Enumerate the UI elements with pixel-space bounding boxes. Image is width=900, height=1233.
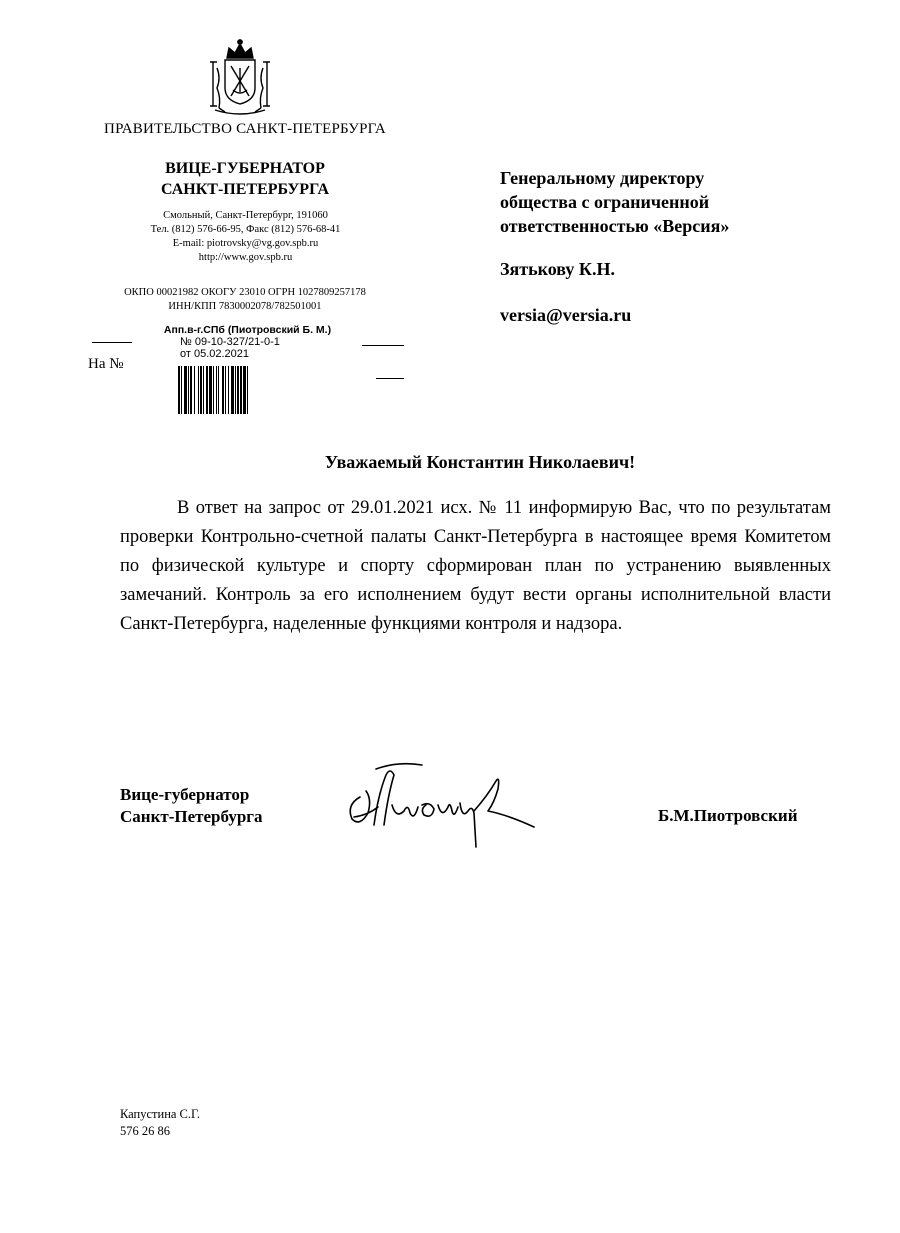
- letterhead-contacts: [118, 209, 373, 265]
- divider: [362, 345, 404, 346]
- addressee-block: [500, 166, 830, 238]
- letterhead-codes-line1: ОКПО 00021982 ОКОГУ 23010 ОГРН 1027809257178: [124, 287, 366, 298]
- registration-date: от 05.02.2021: [180, 348, 250, 360]
- letterhead-codes: [95, 286, 395, 314]
- registration-number: № 09-10-327/21-0-1: [180, 336, 280, 348]
- letterhead-website: http://www.gov.spb.ru: [198, 252, 293, 263]
- letterhead-email: E-mail: piotrovsky@vg.gov.spb.ru: [172, 238, 319, 249]
- coat-of-arms-icon: [205, 38, 275, 116]
- letterhead-title: [120, 158, 370, 200]
- registration-stamp: [120, 324, 375, 360]
- handwritten-signature-icon: [338, 755, 558, 855]
- recipient-name: Зятькову К.Н.: [500, 259, 615, 279]
- letterhead-title-line1: ВИЦЕ-ГУБЕРНАТОР: [165, 160, 325, 177]
- letterhead-codes-line2: ИНН/КПП 7830002078/782501001: [168, 301, 322, 312]
- recipient-email: versia@versia.ru: [500, 305, 632, 325]
- letterhead-phone-fax: Тел. (812) 576-66-95, Факс (812) 576-68-41: [150, 224, 341, 235]
- divider: [376, 378, 404, 379]
- registration-department: Апп.в-г.СПб (Пиотровский Б. М.): [163, 324, 332, 336]
- signatory-title: [120, 784, 320, 828]
- executor-block: [120, 1106, 200, 1140]
- addressee-line3: ответственностью «Версия»: [500, 216, 730, 236]
- greeting: Уважаемый Константин Николаевич!: [324, 452, 636, 472]
- letter-paragraph: В ответ на запрос от 29.01.2021 исх. № 11 информирую Вас, что по результатам проверки Контрольно-счетной палаты Санкт-Петербурга в настоящее время Комитетом по физической культуре и спорту сформирован план по устранению выявленных замечаний. Контроль за его исполнением будут вести органы исполнительной власти Санкт-Петербурга, наделенные функциями контроля и надзора.: [120, 498, 831, 634]
- addressee-line2: общества с ограниченной: [500, 192, 710, 212]
- signatory-name: Б.М.Пиотровский: [658, 806, 798, 825]
- letter-body: [120, 494, 831, 639]
- signatory-title-line2: Санкт-Петербурга: [120, 807, 263, 826]
- addressee-line1: Генеральному директору: [500, 168, 705, 188]
- government-title: ПРАВИТЕЛЬСТВО САНКТ-ПЕТЕРБУРГА: [104, 121, 386, 137]
- executor-name: Капустина С.Г.: [120, 1107, 200, 1121]
- signatory-title-line1: Вице-губернатор: [120, 785, 250, 804]
- executor-phone: 576 26 86: [120, 1124, 170, 1138]
- letterhead-address: Смольный, Санкт-Петербург, 191060: [163, 210, 328, 221]
- divider: [92, 342, 132, 343]
- letterhead-title-line2: САНКТ-ПЕТЕРБУРГА: [160, 181, 330, 198]
- reference-label: На №: [88, 356, 124, 372]
- barcode-icon: [178, 366, 278, 414]
